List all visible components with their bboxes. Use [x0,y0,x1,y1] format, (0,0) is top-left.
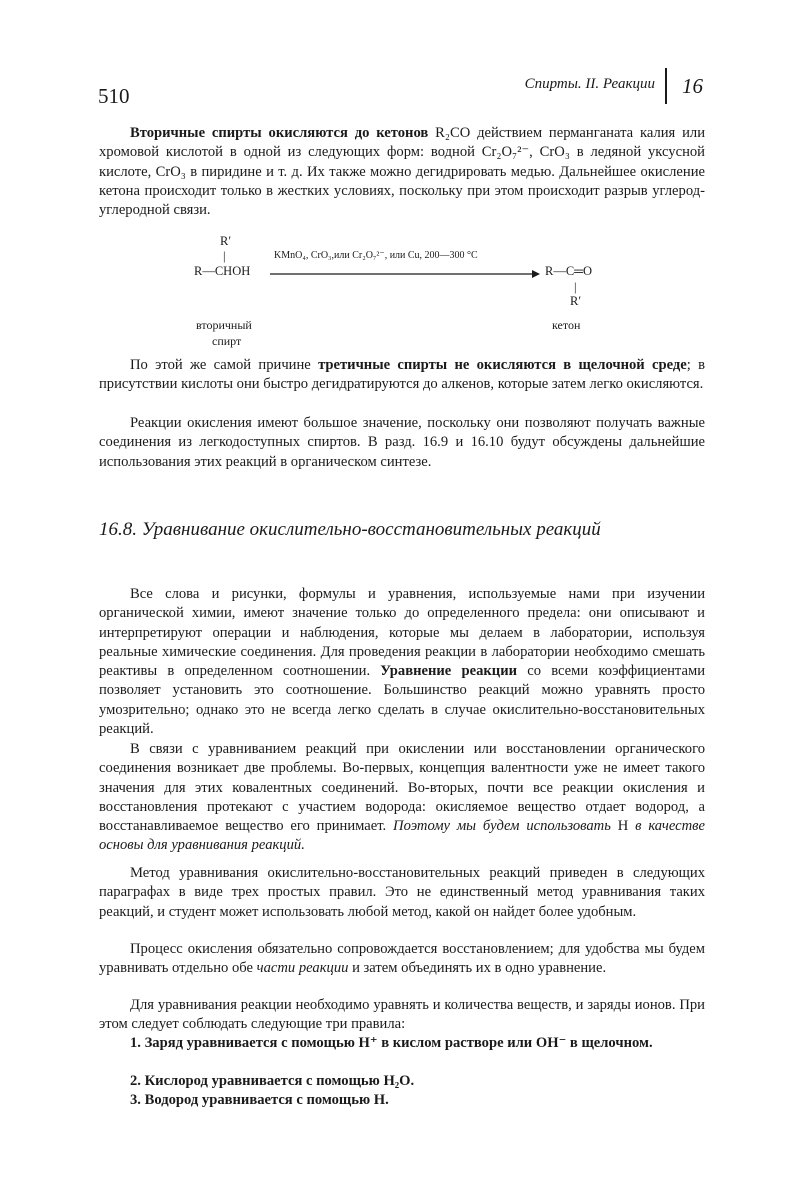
header-divider [665,68,667,104]
tertiary-lead: По этой же самой причине [130,357,319,373]
intro-formula: R₂CO [435,125,471,141]
rule-2 [130,1072,705,1091]
p4-lead: Процесс окисления обязательно сопровождается восстановлением; для удобства мы будем уравнивать отдельно обе [99,941,705,977]
rule-1-text: 1. Заряд уравнивается с помощью H⁺ в кислом растворе или OH⁻ в щелочном. [130,1035,653,1051]
reactant-substituent: R′ [220,234,232,248]
rule-3 [130,1091,705,1110]
section-paragraph-1 [99,585,705,739]
rule-2-text: 2. Кислород уравнивается с помощью H₂O. [130,1073,415,1089]
section-paragraph-2 [99,740,705,856]
chapter-number: 16 [682,74,703,98]
reactant-bond: | [223,249,226,263]
product-substituent: R′ [570,294,582,308]
reaction-conditions: KMnO₄, CrO₃,или Cr₂O₇²⁻, или Cu, 200—300 °C [274,250,478,261]
section-heading: 16.8. Уравнивание окислительно-восстановительных реакций [99,519,601,540]
running-title: Спирты. II. Реакции [524,76,655,92]
p1-bold: Уравнение реакции [380,663,518,680]
oxidation-scheme [190,230,630,360]
product-bond: | [574,280,577,294]
intro-paragraph [99,124,705,220]
section-paragraph-3: Метод уравнивания окислительно-восстановительных реакций приведен в следующих параграфах в виде трех простых правил. Это не единственный метод уравнивания таких реакций, и студент может использовать любой метод, какой он найдет более удобным. [99,865,705,920]
rule-1 [99,1034,705,1053]
p2-lead: В связи с уравниванием реакций при окислении или восстановлении органического соединения возникает две проблемы. Во-первых, концепция валентности уже не имеет такого значения для этих ковалентных соединений. Во-вторых, почти все реакции окисления и восстановления протекают с участием водорода: окисляемое вещество отдает водород, а восстанавливаемое вещество его принимает. [99,741,705,835]
p2-italic2: в качестве основы для уравнивания реакций. [99,818,705,854]
importance-paragraph: Реакции окисления имеют большое значение, поскольку они позволяют получать важные соединения из легкодоступных спиртов. В разд. 16.9 и 16.10 будут обсуждены дальнейшие использования этих реакций в органическом синтезе. [99,415,705,470]
reaction-arrow [270,268,540,280]
reactant-caption-2: спирт [212,334,242,348]
intro-text: действием перманганата калия или хромовой кислотой в одной из следующих форм: водной Cr₂O₇²⁻, CrO₃ в ледяной уксусной кислоте, CrO₃ в пиридине и т. д. Их также можно дегидрировать медью. Дальнейшее окисление кетона происходит только в жестких условиях, поскольку при этом происходит разрыв углерод-углеродной связи. [99,125,706,219]
section-paragraph-5: Для уравнивания реакции необходимо уравнять и количества веществ, и заряды ионов. При этом следует соблюдать следующие три правила: [99,997,705,1033]
p1-lead: Все слова и рисунки, формулы и уравнения, используемые нами при изучении органической химии, имеют значение только до определенного предела: они описывают и интерпретируют операции и наблюдения, которые мы делаем в лаборатории, используя реальные химические соединения. Для проведения реакции в лаборатории необходимо смешать реактивы в определенном соотношении. [99,586,705,680]
product-caption: кетон [552,318,581,332]
p2-italic: Поэтому мы будем использовать [393,818,611,835]
tertiary-paragraph [99,356,705,395]
reactant-formula: R—CHOH [194,264,251,278]
p2-h: H [610,818,636,835]
p1-rest: со всеми коэффициентами позволяет установить это соотношение. Большинство реакций можно уравнять просто умозрительно; однако это не всегда легко сделать в случае окислительно-восстановительных реакций. [99,663,706,738]
page-number: 510 [98,84,130,108]
intro-bold-lead: Вторичные спирты окисляются до кетонов [130,125,429,141]
section-paragraph-4 [99,940,705,979]
reactant-caption-1: вторичный [196,318,252,332]
p4-italic: части реакции [256,960,349,977]
product-formula: R—C═O [545,264,593,278]
tertiary-bold: третичные спирты не окисляются в щелочной среде [318,357,687,373]
tertiary-rest: ; в присутствии кислоты они быстро дегидратируются до алкенов, которые затем легко окисляются. [99,357,705,393]
rule-3-text: 3. Водород уравнивается с помощью H. [130,1092,389,1108]
p4-rest: и затем объединять их в одно уравнение. [348,960,607,977]
